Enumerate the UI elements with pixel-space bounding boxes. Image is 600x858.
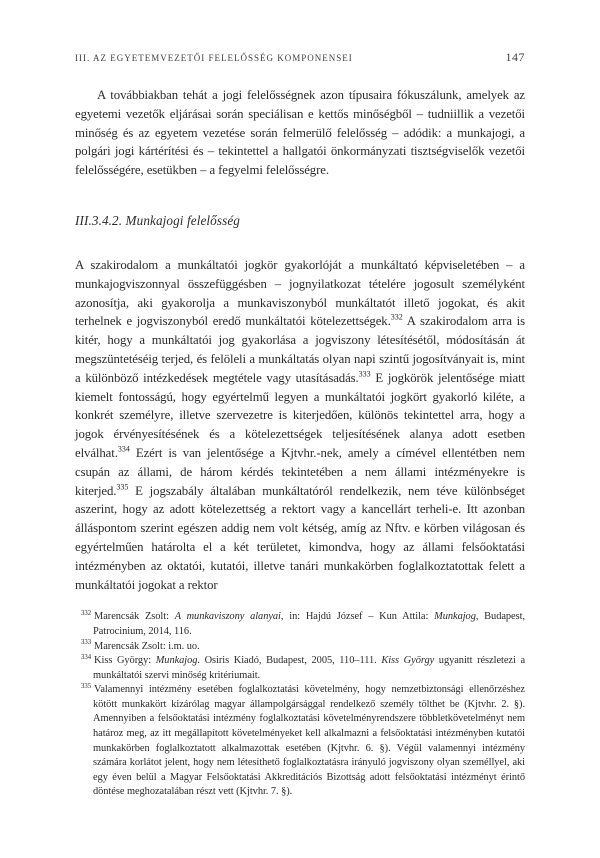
body-text-segment: E jogszabály általában munkáltatóról rendelkezik, nem téve különbséget aszerint, hogy az adott kötelezettség a rektort vagy a kancellárt terheli-e. Itt azonban álláspontom szerint egészen addig nem volt kétség, amíg az Nftv. e körben világosan és egyértelműen határolta el a két területet, kimondva, hogy az állami felsőoktatási intézményben az oktatói, kutatói, illetve tanári munkakörben foglalkoztatottak felett a munkáltatói jogokat a rektor (75, 483, 525, 592)
footnote-text-segment: Valamennyi intézmény esetében foglalkoztatási követelmény, hogy nemzetbiztonsági ellenőrzéshez kötött munkakört kizárólag magyar állampolgársággal rendelkező személy tölthet be (Kjtvhr. 2. §). Amennyiben a felsőoktatási intézmény foglalkoztatási követelményrendszere többletkövetelményt nem határoz meg, az itt megállapított követelményeket kell alkalmazni a felsőoktatási intézményben kutatói munkakörben foglalkoztatott alkalmazottak esetében (Kjtvhr. 6. §). Végül valamennyi intézmény számára korlátot jelent, hogy nem létesíthető foglalkoztatásra irányuló jogviszony olyan személlyel, aki egy éven belül a Magyar Felsőoktatási Akkreditációs Bizottság adott felsőoktatási intézményt érintő döntése meghozatalában részt vett (Kjtvhr. 7. §). (93, 684, 525, 798)
body-text-segment: A szakirodalom a munkáltatói jogkör gyakorlóját a munkáltató képviseletében – a munkajogviszonnyal összefüggésben – jognyilatkozat tételére jogosult személyként azonosítja, aki gyakorolja a munkaviszonyból munkáltatót illető jogokat, és akit terhelnek e jogviszonyból eredő munkáltatói kötelezettségek. (75, 257, 525, 329)
body-text-segment: Ezért is van jelentősége a Kjtvhr.-nek, amely a címével ellentétben nem csupán az állami, de három kérdés tekintetében a nem állami intézményekre is kiterjed. (75, 445, 525, 498)
footnote-number: 332 (81, 609, 92, 617)
footnote-text-segment: ugyanitt részletezi a munkáltatói szervi minőség kritériumait. (93, 655, 526, 681)
footnote-335 (75, 683, 525, 800)
body-text-segment: A szakirodalom arra is kitér, hogy a munkáltatói jog gyakorlása a jogviszony létesítésétől, módosításán át megszüntetéséig terjed, és felöleli a munkáltatás olyan napi szintű jogosítványait is, mint a különböző intézkedések megtétele vagy utasításadás. (75, 314, 526, 385)
footnote-ref-334: 334 (117, 444, 130, 454)
footnote-334 (75, 654, 525, 683)
footnote-italic-segment: Munkajog (434, 611, 476, 623)
footnote-text-segment: . Osiris Kiadó, Budapest, 2005, 110–111. (197, 655, 382, 667)
footnote-ref-335: 335 (116, 482, 129, 492)
footnote-text-segment: , Budapest, Patrocinium, 2014, 116. (93, 611, 525, 637)
section-heading: III.3.4.2. Munkajogi felelősség (75, 212, 240, 228)
footnote-333 (75, 640, 525, 655)
footnote-332 (75, 610, 525, 639)
paragraph-intro: A továbbiakban tehát a jogi felelősségnek azon típusaira fókuszálunk, amelyek az egyetemi vezetők eljárásai során speciálisan e kettős minőségből – tudniillik a vezetői minőség és az egyetem vezetése során felmerülő felelősség – adódik: a munkajogi, a polgári jogi kártérítési és – tekintettel a hallgatói önkormányzati tisztségviselők vezetői felelősségére, esetükben – a fegyelmi felelősségre. (75, 88, 525, 178)
paragraph-body (75, 256, 525, 594)
running-head (75, 50, 525, 65)
body-text-segment: E jogkörök jelentősége miatt kiemelt fontosságú, hogy egyértelmű legyen a munkáltatói jogkört gyakorló kiléte, a konkrét személyre, illetve szervezetre is kiterjedően, különös tekintettel arra, hogy a jogok érvényesítésének és a kötelezettségek teljesítésének alanya adott esetben elválhat. (75, 370, 525, 460)
footnote-text-segment: , in: Hajdú József – Kun Attila: (280, 611, 435, 623)
footnotes-section (75, 610, 525, 800)
footnote-text-segment: Kiss György: (94, 655, 156, 667)
page-number: 147 (505, 50, 525, 64)
footnote-italic-segment: A munkaviszony alanyai (174, 611, 281, 623)
footnote-text-segment: Marencsák Zsolt: i.m. uo. (94, 640, 200, 652)
footnote-number: 334 (81, 653, 92, 661)
footnote-text-segment: Marencsák Zsolt: (94, 611, 175, 623)
footnote-italic-segment: Munkajog (155, 655, 198, 667)
footnote-ref-332: 332 (390, 313, 403, 323)
footnote-number: 333 (81, 639, 92, 647)
running-head-title: III. AZ EGYETEMVEZETŐI FELELŐSSÉG KOMPONENSEI (75, 53, 353, 63)
footnote-number: 335 (81, 682, 92, 690)
footnote-italic-segment: Kiss György (381, 655, 435, 667)
footnote-ref-333: 333 (358, 369, 371, 379)
